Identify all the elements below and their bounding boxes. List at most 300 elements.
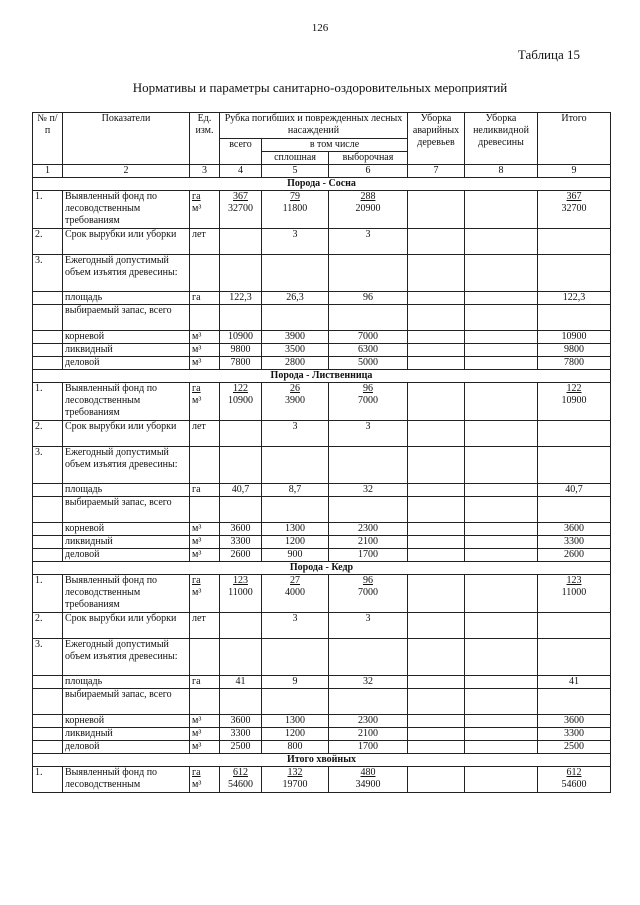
cell-total: 3600 bbox=[220, 523, 262, 536]
cell-unit: га bbox=[190, 292, 220, 305]
table-body bbox=[33, 113, 611, 793]
cell-clear bbox=[262, 689, 329, 715]
value-primary: 367 bbox=[233, 191, 248, 202]
value-secondary: м³ bbox=[192, 779, 202, 790]
cell-unit: м³ bbox=[190, 357, 220, 370]
table-row bbox=[33, 383, 611, 421]
col-number: 1 bbox=[33, 165, 63, 178]
value-primary: 96 bbox=[363, 383, 373, 394]
cell-illiquid bbox=[465, 292, 538, 305]
table-row bbox=[33, 255, 611, 292]
cell-illiquid bbox=[465, 191, 538, 229]
cell-emergency bbox=[408, 767, 465, 793]
table-row bbox=[33, 689, 611, 715]
cell-clear bbox=[262, 767, 329, 793]
value-primary: га bbox=[192, 191, 201, 202]
cell-emergency bbox=[408, 447, 465, 484]
cell-selective: 3 bbox=[329, 229, 408, 255]
table-row bbox=[33, 305, 611, 331]
cell-clear: 900 bbox=[262, 549, 329, 562]
cell-unit: м³ bbox=[190, 523, 220, 536]
cell-clear: 800 bbox=[262, 741, 329, 754]
value-secondary: 11800 bbox=[282, 203, 308, 214]
cell-selective bbox=[329, 575, 408, 613]
cell-clear bbox=[262, 191, 329, 229]
cell-clear: 3900 bbox=[262, 331, 329, 344]
cell-emergency bbox=[408, 229, 465, 255]
cell-total bbox=[220, 575, 262, 613]
cell-num: 3. bbox=[33, 255, 63, 292]
cell-illiquid bbox=[465, 229, 538, 255]
cell-itogo: 7800 bbox=[538, 357, 611, 370]
table-row bbox=[33, 497, 611, 523]
cell-unit: м³ bbox=[190, 536, 220, 549]
cell-label: Выявленный фонд по лесоводственным требованиям bbox=[63, 575, 190, 613]
col-number: 9 bbox=[538, 165, 611, 178]
cell-total: 2600 bbox=[220, 549, 262, 562]
cell-emergency bbox=[408, 357, 465, 370]
cell-total: 2500 bbox=[220, 741, 262, 754]
cell-selective: 5000 bbox=[329, 357, 408, 370]
section-header-row bbox=[33, 370, 611, 383]
cell-num bbox=[33, 357, 63, 370]
cell-emergency bbox=[408, 715, 465, 728]
cell-total bbox=[220, 613, 262, 639]
table-row bbox=[33, 523, 611, 536]
cell-selective: 32 bbox=[329, 484, 408, 497]
cell-emergency bbox=[408, 421, 465, 447]
table-row bbox=[33, 549, 611, 562]
value-secondary: 3900 bbox=[285, 395, 305, 406]
value-primary: га bbox=[192, 383, 201, 394]
cell-itogo bbox=[538, 383, 611, 421]
cell-itogo bbox=[538, 767, 611, 793]
cell-itogo bbox=[538, 421, 611, 447]
cell-total bbox=[220, 191, 262, 229]
cell-emergency bbox=[408, 344, 465, 357]
cell-total bbox=[220, 255, 262, 292]
value-primary: 123 bbox=[233, 575, 248, 586]
section-title: Порода - Сосна bbox=[33, 178, 611, 191]
cell-num bbox=[33, 676, 63, 689]
table-row bbox=[33, 536, 611, 549]
header-incl: в том числе bbox=[262, 139, 408, 152]
value-secondary: 54600 bbox=[228, 779, 253, 790]
cell-illiquid bbox=[465, 728, 538, 741]
value-primary: 26 bbox=[290, 383, 300, 394]
cell-emergency bbox=[408, 676, 465, 689]
cell-itogo: 3600 bbox=[538, 523, 611, 536]
table-row bbox=[33, 639, 611, 676]
table-row bbox=[33, 421, 611, 447]
cell-unit: м³ bbox=[190, 331, 220, 344]
cell-selective bbox=[329, 689, 408, 715]
value-secondary: 54600 bbox=[561, 779, 587, 790]
value-secondary: 34900 bbox=[355, 779, 381, 790]
section-title: Итого хвойных bbox=[33, 754, 611, 767]
table-row bbox=[33, 344, 611, 357]
cell-emergency bbox=[408, 484, 465, 497]
cell-label: ликвидный bbox=[63, 536, 190, 549]
cell-selective: 3 bbox=[329, 421, 408, 447]
cell-num: 2. bbox=[33, 229, 63, 255]
cell-total: 40,7 bbox=[220, 484, 262, 497]
table-row bbox=[33, 676, 611, 689]
col-number: 3 bbox=[190, 165, 220, 178]
cell-itogo bbox=[538, 305, 611, 331]
section-header-row bbox=[33, 562, 611, 575]
cell-illiquid bbox=[465, 549, 538, 562]
cell-itogo bbox=[538, 639, 611, 676]
header-num: № п/п bbox=[33, 113, 63, 165]
cell-num bbox=[33, 331, 63, 344]
cell-selective bbox=[329, 255, 408, 292]
value-secondary: 4000 bbox=[285, 587, 305, 598]
cell-clear: 9 bbox=[262, 676, 329, 689]
cell-selective bbox=[329, 497, 408, 523]
cell-num: 1. bbox=[33, 383, 63, 421]
value-secondary: 7000 bbox=[358, 395, 378, 406]
cell-emergency bbox=[408, 741, 465, 754]
cell-unit: лет bbox=[190, 613, 220, 639]
cell-itogo bbox=[538, 575, 611, 613]
value-secondary: 7000 bbox=[358, 587, 378, 598]
cell-emergency bbox=[408, 689, 465, 715]
cell-selective: 7000 bbox=[329, 331, 408, 344]
cell-selective bbox=[329, 767, 408, 793]
header-emergency: Уборка аварийных деревьев bbox=[408, 113, 465, 165]
cell-total: 41 bbox=[220, 676, 262, 689]
cell-label: выбираемый запас, всего bbox=[63, 305, 190, 331]
cell-label: корневой bbox=[63, 331, 190, 344]
cell-emergency bbox=[408, 549, 465, 562]
cell-total bbox=[220, 229, 262, 255]
cell-selective: 96 bbox=[329, 292, 408, 305]
cell-selective: 2100 bbox=[329, 536, 408, 549]
cell-itogo: 2500 bbox=[538, 741, 611, 754]
cell-illiquid bbox=[465, 767, 538, 793]
cell-unit: га bbox=[190, 676, 220, 689]
cell-label: Срок вырубки или уборки bbox=[63, 229, 190, 255]
header-cutting: Рубка погибших и поврежденных лесных насаждений bbox=[220, 113, 408, 139]
cell-num bbox=[33, 523, 63, 536]
value-secondary: 20900 bbox=[355, 203, 381, 214]
cell-emergency bbox=[408, 305, 465, 331]
header-unit: Ед. изм. bbox=[190, 113, 220, 165]
cell-total: 3300 bbox=[220, 728, 262, 741]
cell-illiquid bbox=[465, 484, 538, 497]
cell-clear bbox=[262, 383, 329, 421]
header-clear: сплошная bbox=[262, 152, 329, 165]
cell-itogo: 41 bbox=[538, 676, 611, 689]
cell-emergency bbox=[408, 292, 465, 305]
cell-num bbox=[33, 536, 63, 549]
cell-clear: 3 bbox=[262, 421, 329, 447]
cell-clear bbox=[262, 447, 329, 484]
cell-emergency bbox=[408, 613, 465, 639]
value-secondary: 11000 bbox=[228, 587, 253, 598]
cell-itogo bbox=[538, 613, 611, 639]
cell-emergency bbox=[408, 497, 465, 523]
cell-itogo bbox=[538, 447, 611, 484]
cell-clear: 2800 bbox=[262, 357, 329, 370]
section-header-row bbox=[33, 754, 611, 767]
cell-illiquid bbox=[465, 741, 538, 754]
cell-unit: м³ bbox=[190, 741, 220, 754]
cell-unit bbox=[190, 191, 220, 229]
value-primary: 79 bbox=[290, 191, 300, 202]
cell-emergency bbox=[408, 383, 465, 421]
cell-itogo: 3300 bbox=[538, 536, 611, 549]
table-row bbox=[33, 575, 611, 613]
cell-itogo bbox=[538, 497, 611, 523]
value-secondary: 32700 bbox=[561, 203, 587, 214]
value-secondary: м³ bbox=[192, 203, 202, 214]
cell-unit: м³ bbox=[190, 344, 220, 357]
cell-itogo bbox=[538, 191, 611, 229]
cell-emergency bbox=[408, 575, 465, 613]
cell-illiquid bbox=[465, 497, 538, 523]
table-row bbox=[33, 357, 611, 370]
cell-label: корневой bbox=[63, 715, 190, 728]
header-itogo: Итого bbox=[538, 113, 611, 165]
value-primary: 96 bbox=[363, 575, 373, 586]
cell-label: деловой bbox=[63, 357, 190, 370]
cell-unit bbox=[190, 447, 220, 484]
cell-label: выбираемый запас, всего bbox=[63, 497, 190, 523]
cell-label: площадь bbox=[63, 292, 190, 305]
value-primary: 122 bbox=[233, 383, 248, 394]
cell-clear bbox=[262, 639, 329, 676]
cell-clear bbox=[262, 575, 329, 613]
value-primary: га bbox=[192, 767, 201, 778]
cell-emergency bbox=[408, 255, 465, 292]
header-indicator: Показатели bbox=[63, 113, 190, 165]
table-row bbox=[33, 191, 611, 229]
cell-clear: 3 bbox=[262, 613, 329, 639]
value-secondary: м³ bbox=[192, 395, 202, 406]
col-number: 2 bbox=[63, 165, 190, 178]
cell-illiquid bbox=[465, 613, 538, 639]
cell-emergency bbox=[408, 331, 465, 344]
cell-illiquid bbox=[465, 331, 538, 344]
table-row bbox=[33, 715, 611, 728]
cell-num bbox=[33, 497, 63, 523]
cell-num bbox=[33, 689, 63, 715]
table-row bbox=[33, 229, 611, 255]
value-primary: га bbox=[192, 575, 201, 586]
header-illiquid: Уборка неликвидной древесины bbox=[465, 113, 538, 165]
cell-label: ликвидный bbox=[63, 728, 190, 741]
cell-num: 3. bbox=[33, 447, 63, 484]
cell-total bbox=[220, 639, 262, 676]
cell-num bbox=[33, 305, 63, 331]
cell-label: ликвидный bbox=[63, 344, 190, 357]
cell-selective bbox=[329, 305, 408, 331]
cell-selective bbox=[329, 639, 408, 676]
cell-total bbox=[220, 383, 262, 421]
cell-num bbox=[33, 484, 63, 497]
cell-illiquid bbox=[465, 639, 538, 676]
cell-total: 122,3 bbox=[220, 292, 262, 305]
cell-illiquid bbox=[465, 357, 538, 370]
cell-selective: 2100 bbox=[329, 728, 408, 741]
cell-unit: м³ bbox=[190, 715, 220, 728]
section-title: Порода - Лиственница bbox=[33, 370, 611, 383]
cell-selective: 6300 bbox=[329, 344, 408, 357]
cell-selective: 3 bbox=[329, 613, 408, 639]
cell-selective: 2300 bbox=[329, 715, 408, 728]
cell-itogo bbox=[538, 255, 611, 292]
cell-clear bbox=[262, 255, 329, 292]
cell-illiquid bbox=[465, 689, 538, 715]
cell-illiquid bbox=[465, 523, 538, 536]
cell-num bbox=[33, 741, 63, 754]
cell-unit: га bbox=[190, 484, 220, 497]
cell-label: Выявленный фонд по лесоводственным bbox=[63, 767, 190, 793]
table-row bbox=[33, 484, 611, 497]
norms-table bbox=[32, 112, 611, 793]
cell-emergency bbox=[408, 523, 465, 536]
cell-num: 2. bbox=[33, 613, 63, 639]
cell-itogo: 10900 bbox=[538, 331, 611, 344]
cell-total: 3300 bbox=[220, 536, 262, 549]
cell-unit: м³ bbox=[190, 549, 220, 562]
cell-clear: 1300 bbox=[262, 523, 329, 536]
cell-label: Срок вырубки или уборки bbox=[63, 613, 190, 639]
cell-illiquid bbox=[465, 344, 538, 357]
section-header-row bbox=[33, 178, 611, 191]
cell-unit bbox=[190, 383, 220, 421]
document-title: Нормативы и параметры санитарно-оздоровительных мероприятий bbox=[132, 80, 508, 95]
cell-num bbox=[33, 292, 63, 305]
cell-emergency bbox=[408, 191, 465, 229]
cell-illiquid bbox=[465, 715, 538, 728]
table-row bbox=[33, 331, 611, 344]
column-numbers-row bbox=[33, 165, 611, 178]
value-secondary: 10900 bbox=[561, 395, 587, 406]
cell-emergency bbox=[408, 639, 465, 676]
cell-num: 1. bbox=[33, 767, 63, 793]
cell-num bbox=[33, 715, 63, 728]
cell-illiquid bbox=[465, 305, 538, 331]
cell-illiquid bbox=[465, 676, 538, 689]
table-row bbox=[33, 613, 611, 639]
header-row-1 bbox=[33, 113, 611, 139]
cell-unit bbox=[190, 255, 220, 292]
cell-itogo: 40,7 bbox=[538, 484, 611, 497]
col-number: 7 bbox=[408, 165, 465, 178]
header-total-all: всего bbox=[220, 139, 262, 165]
cell-unit bbox=[190, 689, 220, 715]
value-secondary: 11000 bbox=[561, 587, 587, 598]
value-secondary: 32700 bbox=[228, 203, 253, 214]
cell-label: Ежегодный допустимый объем изъятия древесины: bbox=[63, 639, 190, 676]
cell-label: деловой bbox=[63, 549, 190, 562]
cell-label: Срок вырубки или уборки bbox=[63, 421, 190, 447]
cell-illiquid bbox=[465, 421, 538, 447]
value-primary: 123 bbox=[566, 575, 582, 586]
header-selective: выборочная bbox=[329, 152, 408, 165]
cell-clear bbox=[262, 497, 329, 523]
cell-total bbox=[220, 421, 262, 447]
cell-label: Ежегодный допустимый объем изъятия древесины: bbox=[63, 255, 190, 292]
value-primary: 612 bbox=[233, 767, 248, 778]
cell-emergency bbox=[408, 728, 465, 741]
cell-illiquid bbox=[465, 575, 538, 613]
cell-itogo bbox=[538, 689, 611, 715]
cell-total: 3600 bbox=[220, 715, 262, 728]
value-primary: 480 bbox=[360, 767, 376, 778]
cell-label: деловой bbox=[63, 741, 190, 754]
cell-clear: 26,3 bbox=[262, 292, 329, 305]
table-row bbox=[33, 728, 611, 741]
cell-total: 9800 bbox=[220, 344, 262, 357]
page-number: 126 bbox=[311, 22, 329, 34]
cell-unit bbox=[190, 575, 220, 613]
cell-label: корневой bbox=[63, 523, 190, 536]
col-number: 8 bbox=[465, 165, 538, 178]
col-number: 4 bbox=[220, 165, 262, 178]
cell-label: площадь bbox=[63, 676, 190, 689]
cell-selective bbox=[329, 447, 408, 484]
cell-itogo: 9800 bbox=[538, 344, 611, 357]
cell-num: 1. bbox=[33, 191, 63, 229]
col-number: 5 bbox=[262, 165, 329, 178]
cell-unit bbox=[190, 305, 220, 331]
table-label: Таблица 15 bbox=[517, 47, 580, 62]
cell-num: 1. bbox=[33, 575, 63, 613]
cell-total bbox=[220, 689, 262, 715]
cell-total bbox=[220, 305, 262, 331]
cell-illiquid bbox=[465, 447, 538, 484]
cell-unit bbox=[190, 639, 220, 676]
table-row bbox=[33, 741, 611, 754]
table-row bbox=[33, 767, 611, 793]
cell-total: 7800 bbox=[220, 357, 262, 370]
value-primary: 132 bbox=[287, 767, 303, 778]
cell-illiquid bbox=[465, 536, 538, 549]
cell-unit: м³ bbox=[190, 728, 220, 741]
cell-total: 10900 bbox=[220, 331, 262, 344]
cell-label: Выявленный фонд по лесоводственным требованиям bbox=[63, 191, 190, 229]
cell-selective: 1700 bbox=[329, 549, 408, 562]
value-primary: 288 bbox=[360, 191, 376, 202]
cell-itogo: 2600 bbox=[538, 549, 611, 562]
cell-clear: 8,7 bbox=[262, 484, 329, 497]
value-primary: 27 bbox=[290, 575, 300, 586]
cell-illiquid bbox=[465, 383, 538, 421]
cell-emergency bbox=[408, 536, 465, 549]
cell-clear: 1200 bbox=[262, 536, 329, 549]
value-primary: 122 bbox=[566, 383, 582, 394]
cell-illiquid bbox=[465, 255, 538, 292]
cell-label: Ежегодный допустимый объем изъятия древесины: bbox=[63, 447, 190, 484]
cell-itogo bbox=[538, 229, 611, 255]
cell-selective bbox=[329, 383, 408, 421]
table-row bbox=[33, 292, 611, 305]
cell-clear: 1300 bbox=[262, 715, 329, 728]
value-secondary: 19700 bbox=[282, 779, 308, 790]
cell-label: Выявленный фонд по лесоводственным требованиям bbox=[63, 383, 190, 421]
cell-unit bbox=[190, 497, 220, 523]
cell-num bbox=[33, 549, 63, 562]
table-row bbox=[33, 447, 611, 484]
cell-label: площадь bbox=[63, 484, 190, 497]
cell-total bbox=[220, 497, 262, 523]
cell-selective: 2300 bbox=[329, 523, 408, 536]
cell-clear: 3 bbox=[262, 229, 329, 255]
